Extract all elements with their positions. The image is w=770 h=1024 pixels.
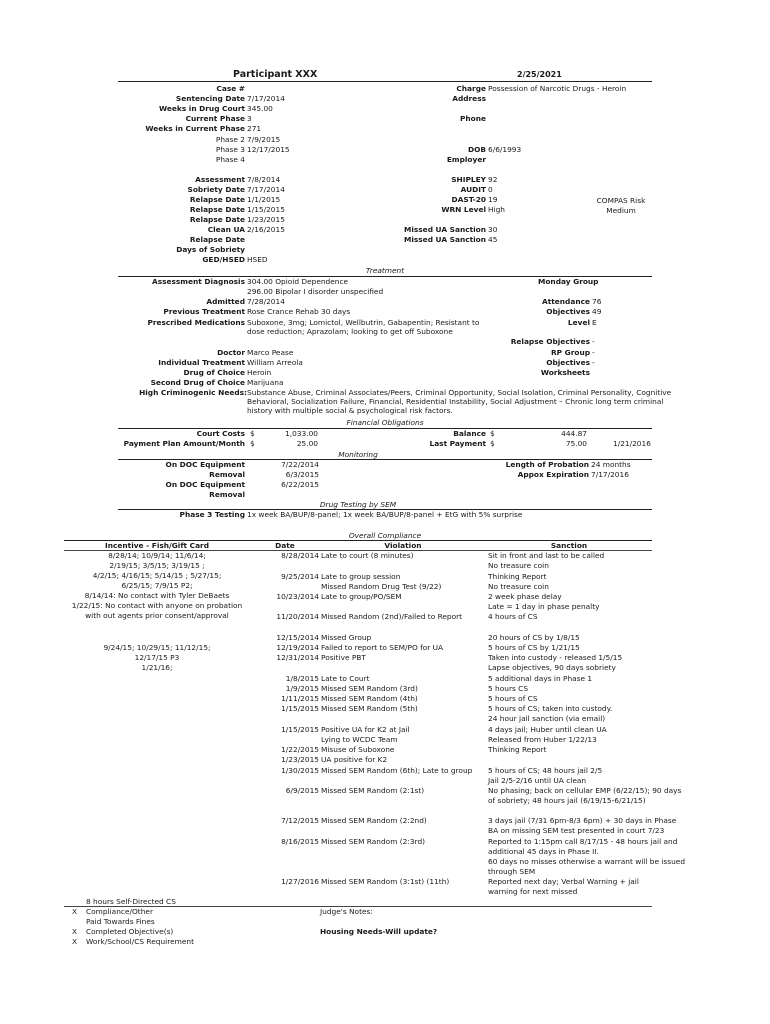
- doc-equipment-1-label: On DOC Equipment: [165, 460, 245, 469]
- violation-date: 1/23/2015: [281, 755, 319, 764]
- assessment-label: GED/HSED: [202, 255, 245, 264]
- violation-date: 8/28/2014: [281, 551, 319, 560]
- monitoring-heading: Monitoring: [338, 450, 378, 459]
- violation-text: Missed SEM Random (2:3rd): [321, 837, 426, 846]
- page-title: Participant XXX: [233, 69, 318, 80]
- objectives-label: Objectives: [546, 307, 590, 316]
- score-label: SHIPLEY: [451, 175, 486, 184]
- last-payment-date: 1/21/2016: [613, 439, 651, 448]
- check-mark: X: [72, 937, 78, 946]
- incentive-line: 2/19/15; 3/5/15; 3/19/15 ;: [109, 561, 205, 570]
- assessment-label: Relapse Date: [189, 235, 245, 244]
- info-label: Case #: [216, 84, 245, 93]
- incentive-line: 4/2/15; 4/16/15; 5/14/15 ; 5/27/15;: [92, 571, 222, 580]
- phase-date: 7/9/2015: [247, 135, 281, 144]
- diagnosis-1: 304.00 Opioid Dependence: [247, 277, 349, 286]
- sanction-text: Late = 1 day in phase penalty: [488, 602, 600, 611]
- cs-hours: 8 hours Self-Directed CS: [86, 897, 176, 906]
- judge-notes-label: Judge's Notes:: [320, 907, 373, 916]
- violation-date: 8/16/2015: [281, 837, 319, 846]
- last-payment-value: 75.00: [565, 439, 587, 448]
- sanction-text: 5 hours of CS; taken into custody.: [488, 704, 613, 713]
- sanction-text: 4 hours of CS: [488, 612, 538, 621]
- score-value: 0: [488, 185, 493, 194]
- assessment-value: HSED: [247, 255, 268, 264]
- incentive-line: 9/24/15; 10/29/15; 11/12/15;: [103, 643, 211, 652]
- phase-date: 12/17/2015: [247, 145, 290, 154]
- diagnosis-2: 296.00 Bipolar I disorder unspecified: [247, 287, 384, 296]
- sanction-text: Lapse objectives, 90 days sobriety: [488, 663, 616, 672]
- sanction-text: 5 hours of CS; 48 hours jail 2/5: [488, 766, 603, 775]
- attendance-label: Attendance: [542, 297, 590, 306]
- sanction-value: 45: [488, 235, 498, 244]
- doc-equipment-2-value: 6/22/2015: [281, 480, 319, 489]
- phase-label: Phase 3: [215, 145, 245, 154]
- report-date: 2/25/2021: [517, 70, 562, 79]
- sanction-text: 20 hours of CS by 1/8/15: [488, 633, 580, 642]
- violation-text: Missed Random (2nd)/Failed to Report: [321, 612, 463, 621]
- sanction-text: of sobriety; 48 hours jail (6/19/15-6/21/15): [488, 796, 646, 805]
- violation-text: Positive UA for K2 at Jail: [321, 725, 410, 734]
- score-value: 19: [488, 195, 498, 204]
- dob-value: 6/6/1993: [488, 145, 522, 154]
- incentive-line: with out agents prior consent/approval: [85, 611, 229, 620]
- probation-length-value: 24 months: [591, 460, 631, 469]
- criminogenic-needs-2: Behavioral, Socialization Failure, Financial, Residential Instability, Social Adjustment – Chronic long term criminal: [247, 397, 664, 406]
- sanction-text: Jail 2/5-2/16 until UA clean: [488, 776, 587, 785]
- header-rule: [118, 81, 652, 82]
- violation-text: Late to Court: [321, 674, 370, 683]
- sanction-text: Taken into custody - released 1/5/15: [488, 653, 623, 662]
- balance-label: Balance: [453, 429, 486, 438]
- relapse-objectives-value: -: [592, 337, 595, 346]
- removal-2-label: Removal: [209, 490, 245, 499]
- incentive-line: 6/25/15; 7/9/15 P2;: [121, 581, 193, 590]
- payment-plan-currency: $: [250, 439, 255, 448]
- assessment-label: Assessment: [195, 175, 245, 184]
- violation-text: Late to court (8 minutes): [321, 551, 414, 560]
- sanction-text: Reported to 1:15pm call 8/17/15 - 48 hours jail and: [488, 837, 678, 846]
- violation-text: Missed Random Drug Test (9/22): [321, 582, 442, 591]
- assessment-value: 1/15/2015: [247, 205, 285, 214]
- removal-1-label: Removal: [209, 470, 245, 479]
- violation-text: Missed SEM Random (6th); Late to group: [321, 766, 473, 775]
- assessment-value: 1/1/2015: [247, 195, 281, 204]
- col-date: Date: [275, 541, 295, 550]
- sanction-text: 5 hours CS: [488, 684, 529, 693]
- incentive-line: 1/22/15: No contact with anyone on probation: [71, 601, 243, 610]
- sanction-value: 30: [488, 225, 498, 234]
- incentive-line: 8/28/14; 10/9/14; 11/6/14;: [108, 551, 206, 560]
- score-label: AUDIT: [460, 185, 486, 194]
- score-value: 92: [488, 175, 498, 184]
- violation-text: Positive PBT: [321, 653, 366, 662]
- doc-equipment-1-value: 7/22/2014: [281, 460, 319, 469]
- violation-text: Missed Group: [321, 633, 372, 642]
- criminogenic-needs-1: Substance Abuse, Criminal Associates/Peers, Criminal Opportunity, Social Isolation, Criminal Personality, Cognitive: [247, 388, 672, 397]
- charge-label: Charge: [456, 84, 486, 93]
- sanction-text: additional 45 days in Phase II.: [488, 847, 599, 856]
- score-label: DAST-20: [451, 195, 486, 204]
- sanction-text: Released from Huber 1/22/13: [488, 735, 597, 744]
- violation-date: 1/15/2015: [281, 725, 319, 734]
- objectives2-label: Objectives: [546, 358, 590, 367]
- monday-group: Monday Group: [538, 277, 599, 286]
- criminogenic-needs-3: history with multiple social & psychological risk factors.: [247, 406, 453, 415]
- violation-date: 10/23/2014: [276, 592, 319, 601]
- assessment-value: 7/8/2014: [247, 175, 281, 184]
- violation-text: Lying to WCDC Team: [321, 735, 398, 744]
- drug-of-choice-value: Heroin: [247, 368, 272, 377]
- assessment-value: 1/23/2015: [247, 215, 285, 224]
- sanction-text: No phasing; back on cellular EMP (6/22/15); 90 days: [488, 786, 682, 795]
- sanction-text: 4 days jail; Huber until clean UA: [488, 725, 607, 734]
- assessment-label: Clean UA: [207, 225, 245, 234]
- objectives2-value: -: [592, 358, 595, 367]
- sanction-text: warning for next missed: [488, 887, 578, 896]
- violation-text: Late to group/PO/SEM: [321, 592, 402, 601]
- medications-1: Suboxone, 3mg; Lomictol, Wellbutrin, Gabapentin; Resistant to: [247, 318, 480, 327]
- sanction-text: No treasure coin: [488, 582, 549, 591]
- attendance-value: 76: [592, 297, 602, 306]
- charge-value: Possession of Narcotic Drugs - Heroin: [488, 84, 627, 93]
- sanction-text: Thinking Report: [488, 745, 547, 754]
- dob-label: DOB: [467, 145, 486, 154]
- drug-testing-heading: Drug Testing by SEM: [319, 500, 397, 509]
- phase-label: Phase 2: [215, 135, 245, 144]
- info-value: 3: [247, 114, 252, 123]
- assessment-value: 2/16/2015: [247, 225, 285, 234]
- incentive-line: 12/17/15 P3: [134, 653, 180, 662]
- assessment-value: 7/17/2014: [247, 185, 285, 194]
- check-item: Paid Towards Fines: [86, 917, 155, 926]
- housing-needs: Housing Needs-Will update?: [320, 927, 438, 936]
- second-drug-value: Marijuana: [247, 378, 284, 387]
- violation-date: 9/25/2014: [281, 572, 319, 581]
- objectives-value: 49: [592, 307, 602, 316]
- sanction-text: Sit in front and last to be called: [488, 551, 605, 560]
- info-label: Weeks in Drug Court: [158, 104, 245, 113]
- violation-text: Missed SEM Random (3:1st) (11th): [321, 877, 450, 886]
- phone-label: Phone: [459, 114, 486, 123]
- violation-date: 11/20/2014: [276, 612, 319, 621]
- violation-date: 1/15/2015: [281, 704, 319, 713]
- sanction-text: No treasure coin: [488, 561, 549, 570]
- admitted-value: 7/28/2014: [247, 297, 285, 306]
- col-sanction: Sanction: [550, 541, 588, 550]
- check-item: Work/School/CS Requirement: [86, 937, 194, 946]
- violation-date: 7/12/2015: [281, 816, 319, 825]
- probation-length-label: Length of Probation: [505, 460, 589, 469]
- violation-date: 1/11/2015: [281, 694, 319, 703]
- sanction-text: 2 week phase delay: [488, 592, 562, 601]
- phase-label: Phase 4: [215, 155, 245, 164]
- last-payment-label: Last Payment: [429, 439, 486, 448]
- info-label: Sentencing Date: [175, 94, 245, 103]
- sanction-text: through SEM: [488, 867, 536, 876]
- drug-of-choice-label: Drug of Choice: [183, 368, 245, 377]
- violation-date: 1/9/2015: [285, 684, 319, 693]
- violation-text: Late to group session: [321, 572, 401, 581]
- address-label: Address: [452, 94, 486, 103]
- expiration-label: Appox Expiration: [517, 470, 589, 479]
- assessment-label: Days of Sobriety: [176, 245, 245, 254]
- info-label: Weeks in Current Phase: [145, 124, 245, 133]
- payment-plan-label: Payment Plan Amount/Month: [123, 439, 245, 448]
- payment-plan-value: 25.00: [296, 439, 318, 448]
- previous-treatment-label: Previous Treatment: [163, 307, 245, 316]
- score-value: High: [488, 205, 505, 214]
- assessment-label: Relapse Date: [189, 205, 245, 214]
- sanction-label: Missed UA Sanction: [404, 235, 486, 244]
- violation-text: Missed SEM Random (4th): [321, 694, 418, 703]
- financial-heading: Financial Obligations: [346, 418, 424, 427]
- phase3-testing-label: Phase 3 Testing: [179, 510, 245, 519]
- info-label: Current Phase: [185, 114, 245, 123]
- sanction-text: 5 hours of CS: [488, 694, 538, 703]
- violation-date: 6/9/2015: [285, 786, 319, 795]
- medications-2: dose reduction; Aprazolam; looking to get off Suboxone: [247, 327, 453, 336]
- removal-1-value: 6/3/2015: [285, 470, 319, 479]
- violation-date: 12/19/2014: [276, 643, 319, 652]
- employer-label: Employer: [446, 155, 486, 164]
- check-item: Compliance/Other: [86, 907, 153, 916]
- info-value: 271: [247, 124, 262, 133]
- level-label: Level: [567, 318, 590, 327]
- assessment-label: Relapse Date: [189, 195, 245, 204]
- violation-text: Missed SEM Random (5th): [321, 704, 418, 713]
- sanction-label: Missed UA Sanction: [404, 225, 486, 234]
- individual-treatment-value: William Arreola: [247, 358, 303, 367]
- compas-label: COMPAS Risk: [596, 196, 646, 205]
- incentive-line: 8/14/14: No contact with Tyler DeBaets: [84, 591, 230, 600]
- violation-text: Misuse of Suboxone: [321, 745, 395, 754]
- violation-date: 12/15/2014: [276, 633, 319, 642]
- level-value: E: [592, 318, 597, 327]
- medications-label: Prescribed Medications: [147, 318, 245, 327]
- individual-treatment-label: Individual Treatment: [158, 358, 245, 367]
- sanction-text: 5 additional days in Phase 1: [488, 674, 593, 683]
- doc-equipment-2-label: On DOC Equipment: [165, 480, 245, 489]
- violation-date: 1/27/2016: [281, 877, 319, 886]
- violation-date: 1/22/2015: [281, 745, 319, 754]
- worksheets-label: Worksheets: [540, 368, 590, 377]
- last-payment-currency: $: [490, 439, 495, 448]
- admitted-label: Admitted: [206, 297, 245, 306]
- violation-text: Missed SEM Random (2:2nd): [321, 816, 427, 825]
- incentive-line: 1/21/16;: [141, 663, 173, 672]
- criminogenic-needs-label: High Criminogenic Needs:: [139, 388, 247, 397]
- sanction-text: Thinking Report: [488, 572, 547, 581]
- treatment-heading: Treatment: [365, 266, 405, 275]
- info-value: 7/17/2014: [247, 94, 285, 103]
- score-label: WRN Level: [441, 205, 486, 214]
- compliance-heading: Overall Compliance: [348, 531, 422, 540]
- compas-value: Medium: [606, 206, 636, 215]
- violation-text: Missed SEM Random (2:1st): [321, 786, 425, 795]
- sanction-text: 24 hour jail sanction (via email): [488, 714, 606, 723]
- violation-text: UA positive for K2: [321, 755, 388, 764]
- court-costs-value: 1,033.00: [285, 429, 318, 438]
- check-mark: X: [72, 907, 78, 916]
- previous-treatment-value: Rose Crance Rehab 30 days: [247, 307, 351, 316]
- assessment-label: Relapse Date: [189, 215, 245, 224]
- diagnosis-label: Assessment Diagnosis: [151, 277, 245, 286]
- expiration-value: 7/17/2016: [591, 470, 629, 479]
- sanction-text: Reported next day; Verbal Warning + jail: [488, 877, 639, 886]
- sanction-text: 5 hours of CS by 1/21/15: [488, 643, 580, 652]
- doctor-label: Doctor: [217, 348, 245, 357]
- info-value: 345.00: [247, 104, 273, 113]
- court-costs-currency: $: [250, 429, 255, 438]
- violation-date: 1/30/2015: [281, 766, 319, 775]
- violation-date: 1/8/2015: [285, 674, 319, 683]
- check-item: Completed Objective(s): [86, 927, 174, 936]
- court-costs-label: Court Costs: [196, 429, 245, 438]
- sanction-text: 3 days jail (7/31 6pm-8/3 6pm) + 30 days in Phase: [488, 816, 677, 825]
- sanction-text: 60 days no misses otherwise a warrant will be issued: [488, 857, 686, 866]
- relapse-objectives-label: Relapse Objectives: [510, 337, 590, 346]
- rp-group-value: -: [592, 348, 595, 357]
- col-incentive: Incentive - Fish/Gift Card: [105, 541, 209, 550]
- check-mark: X: [72, 927, 78, 936]
- second-drug-label: Second Drug of Choice: [150, 378, 245, 387]
- col-violation: Violation: [384, 541, 422, 550]
- violation-text: Failed to report to SEM/PO for UA: [321, 643, 444, 652]
- balance-value: 444.87: [561, 429, 587, 438]
- rp-group-label: RP Group: [550, 348, 590, 357]
- doctor-value: Marco Pease: [247, 348, 294, 357]
- assessment-label: Sobriety Date: [187, 185, 245, 194]
- violation-text: Missed SEM Random (3rd): [321, 684, 418, 693]
- violation-date: 12/31/2014: [276, 653, 319, 662]
- balance-currency: $: [490, 429, 495, 438]
- sanction-text: BA on missing SEM test presented in court 7/23: [488, 826, 665, 835]
- phase3-testing-value: 1x week BA/BUP/8-panel; 1x week BA/BUP/8-panel + EtG with 5% surprise: [247, 510, 523, 519]
